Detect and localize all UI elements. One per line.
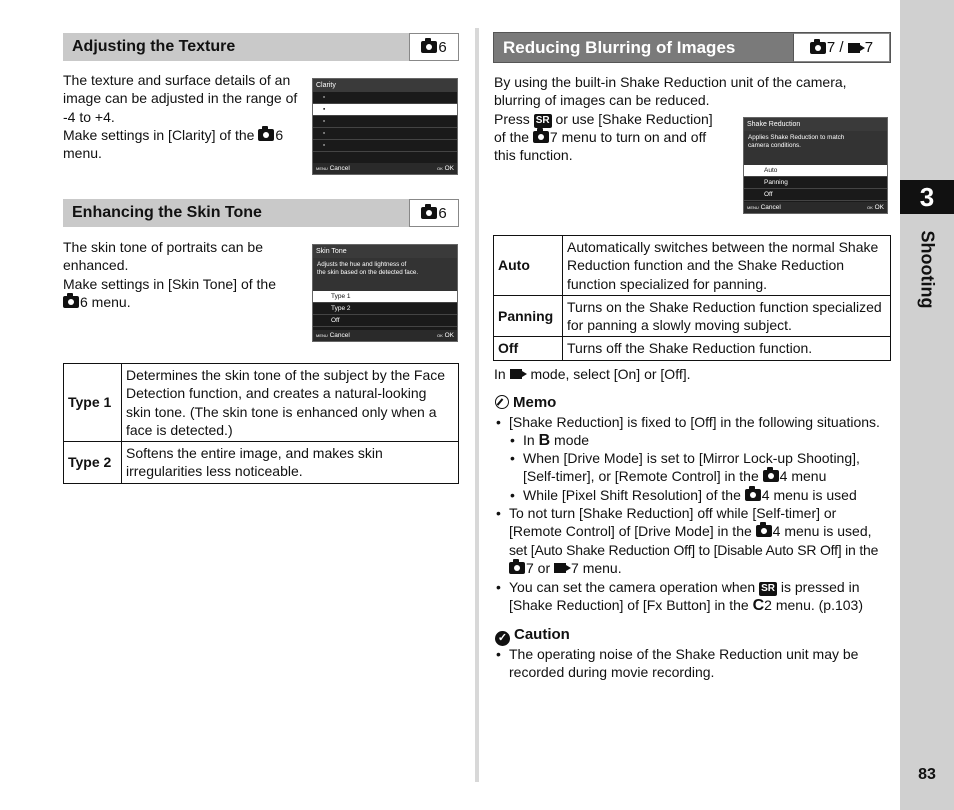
heading-text: Enhancing the Skin Tone [72,204,262,221]
column-divider [475,28,479,782]
table-row: Type 1 Determines the skin tone of the subject by the Face Detection function, and creates a natural-looking skin tone. (The skin tone is enhanced only when a face is detected.) [64,364,459,442]
table-row: Type 2 Softens the entire image, and makes skin irregularities less noticeable. [64,442,459,484]
camera-icon [745,489,761,501]
memo-subitem: • When [Drive Mode] is set to [Mirror Lock-up Shooting], [Self-timer], or [Remote Control] in the 4 menu [523,449,893,486]
table-row: Off Turns off the Shake Reduction function. [494,337,891,360]
movie-icon [510,369,522,379]
menu-ref: 7 / 7 [793,33,890,62]
chapter-label: Shooting [917,230,938,309]
table-row: Auto Automatically switches between the normal Shake Reduction function and the Shake Reduction function specialized for panning. [494,236,891,296]
memo-item: • You can set the camera operation when SR is pressed in [Shake Reduction] of [Fx Button] in the C2 menu. (p.103) [509,578,894,616]
camera-icon [421,41,437,53]
memo-item: • [Shake Reduction] is fixed to [Off] in the following situations. [509,413,894,431]
skin-tone-screen: Skin Tone Adjusts the hue and lightness of the skin based on the detected face. Type 1 Type 2 Off MENU Cancel OK OK [312,244,458,342]
memo-heading: Memo [495,394,556,411]
camera-icon [756,525,772,537]
heading-text: Reducing Blurring of Images [503,37,736,57]
caution-heading: ✓ Caution [495,626,570,646]
section-heading-skin [63,199,459,227]
memo-item: • To not turn [Shake Reduction] off while [Self-timer] or [Remote Control] of [Drive Mode] in the 4 menu is used, set [Auto Shake Reduction Off] to [Disable Auto SR Off] in the 7 or 7 menu. [509,504,894,577]
caution-icon: ✓ [495,631,510,646]
chapter-number: 3 [900,180,954,214]
skin-tone-table [63,363,459,484]
camera-icon [763,470,779,482]
table-row: Panning Turns on the Shake Reduction function specialized for panning a slowly moving subject. [494,295,891,337]
camera-icon [533,131,549,143]
section-heading-texture [63,33,459,61]
sr-button-icon: SR [535,114,550,126]
pencil-icon [495,395,509,409]
caution-item: • The operating noise of the Shake Reduction unit may be recorded during movie recording. [509,645,869,682]
camera-icon [421,207,437,219]
shake-intro: By using the built-in Shake Reduction unit of the camera, blurring of images can be reduced. Press SR or use [Shake Reduction] of the 7 menu to turn on and off this function. [494,74,847,164]
texture-body: The texture and surface details of an image can be adjusted in the range of -4 to +4. Make settings in [Clarity] of the 6 menu. [63,72,298,162]
movie-icon [554,563,566,573]
camera-icon [63,296,79,308]
page-number: 83 [918,766,936,783]
camera-icon [810,42,826,54]
section-heading-shake-reduction [493,32,891,63]
heading-text: Adjusting the Texture [72,38,236,55]
memo-subitem: • While [Pixel Shift Resolution] of the 4 menu is used [523,486,857,504]
menu-ref: 6 [409,33,459,61]
chapter-side-tab [900,0,954,810]
movie-icon [848,43,860,53]
camera-icon [258,129,274,141]
memo-subitem: • In B mode [523,431,589,450]
clarity-screen: Clarity ▫ ▪ ▫ ▫ ▫ MENU Cancel OK OK [312,78,458,175]
movie-mode-note: In mode, select [On] or [Off]. [494,366,691,382]
sr-button-icon: SR [761,583,775,594]
menu-ref: 6 [409,199,459,227]
skin-body: The skin tone of portraits can be enhanced. Make settings in [Skin Tone] of the 6 menu. [63,239,276,310]
shake-reduction-table [493,235,891,361]
shake-reduction-screen: Shake Reduction Applies Shake Reduction to match camera conditions. Auto Panning Off MENU Cancel OK OK [743,117,888,214]
camera-icon [509,562,525,574]
